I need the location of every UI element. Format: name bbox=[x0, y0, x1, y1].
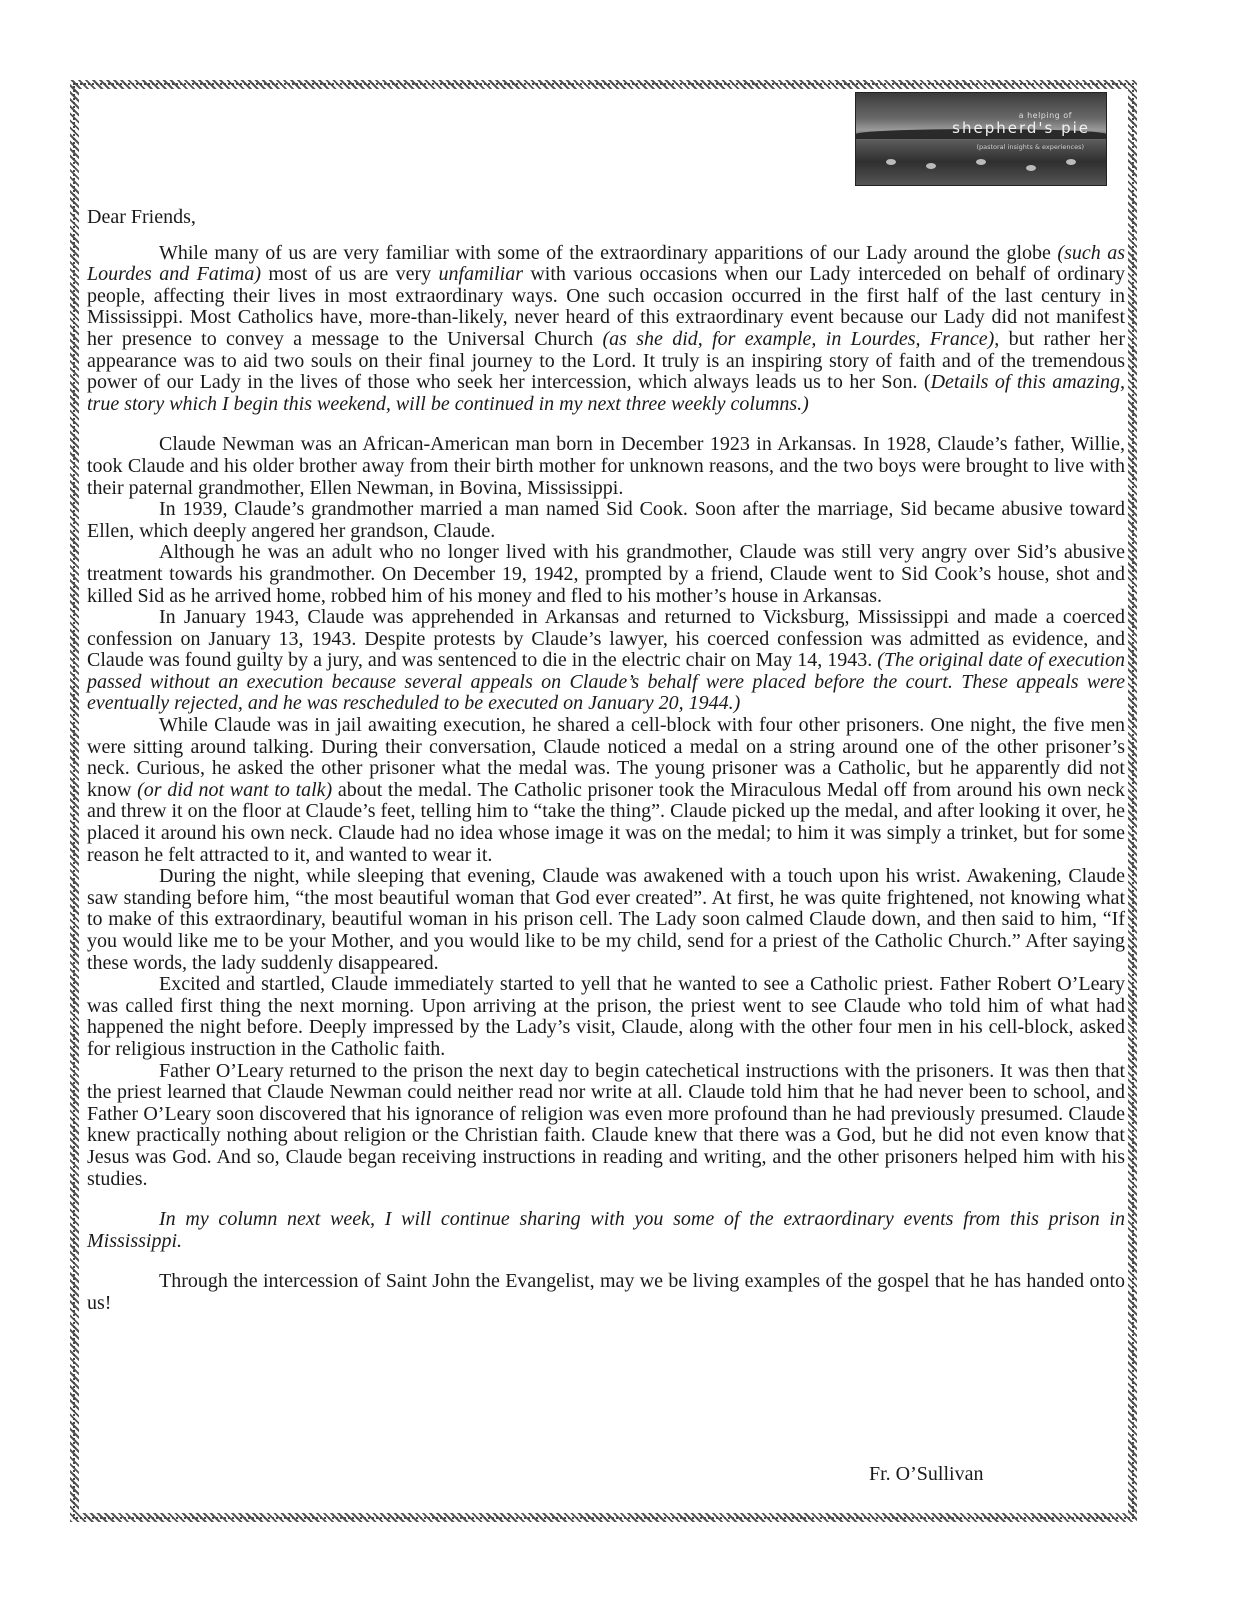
logo-subtitle: (pastoral insights & experiences) bbox=[976, 143, 1084, 151]
paragraph-closing: Through the intercession of Saint John the Evangelist, may we be living examples of the gospel that he has handed onto us! bbox=[87, 1270, 1125, 1314]
text-run: about the medal. The Catholic prisoner took the Miraculous Medal off from around his own neck and threw it on the floor at Claude’s feet, telling him to “take the thing”. Claude picked up the medal, and after looking it over, he placed it around his own neck. Claude had no idea whose image it was on the medal; to him it was simply a trinket, but for some reason he felt attracted to it, and wanted to wear it. bbox=[87, 778, 1125, 866]
text-run-italic: (or did not want to talk) bbox=[137, 778, 333, 801]
shepherds-pie-logo bbox=[855, 92, 1107, 186]
paragraph-trial bbox=[87, 607, 1125, 715]
text-run: While Claude was in jail awaiting execution, he shared a cell-block with four other prisoners. One night, the five men were sitting around talking. During their conversation, Claude noticed a medal on a string around one of the other prisoner’s neck. Curious, he asked the other prisoner what the medal was. The young prisoner was a Catholic, but he apparently did not know bbox=[87, 714, 1125, 801]
text-run: most of us are very bbox=[261, 263, 439, 286]
paragraph-crime: Although he was an adult who no longer lived with his grandmother, Claude was still very angry over Sid’s abusive treatment towards his grandmother. On December 19, 1942, prompted by a friend, Claude went to Sid Cook’s house, shot and killed Sid as he arrived home, robbed him of his money and fled to his mother’s house in Arkansas. bbox=[87, 541, 1125, 607]
paragraph-apparition: During the night, while sleeping that evening, Claude was awakened with a touch upon his wrist. Awakening, Claude saw standing before him, “the most beautiful woman that God ever created”. At first, he was quite frightened, not knowing what to make of this extraordinary, beautiful woman in his prison cell. The Lady soon calmed Claude down, and then said to him, “If you would like me to be your Mother, and you would like to be my child, send for a priest of the Catholic Church.” After saying these words, the lady suddenly disappeared. bbox=[87, 865, 1125, 974]
signature: Fr. O’Sullivan bbox=[869, 1463, 984, 1485]
text-run-italic: Details of this amazing, true story which I begin this weekend, will be continued in my next three weekly columns.) bbox=[87, 371, 1126, 415]
text-run-italic: (such as Lourdes and Fatima) bbox=[87, 241, 1125, 286]
logo-name: shepherd's pie bbox=[952, 119, 1090, 137]
paragraph-medal bbox=[87, 715, 1125, 866]
paragraph-instruction: Father O’Leary returned to the prison the next day to begin catechetical instructions with the prisoners. It was then that the priest learned that Claude Newman could neither read nor write at all. Claude told him that he had never been to school, and Father O’Leary soon discovered that his ignorance of religion was even more profound than he had previously presumed. Claude knew practically nothing about religion or the Christian faith. Claude knew that there was a God, but he did not even know that Jesus was God. And so, Claude began receiving instructions in reading and writing, and the other prisoners helped him with his studies. bbox=[87, 1059, 1125, 1190]
text-run-italic: unfamiliar bbox=[438, 263, 523, 286]
text-run-italic: In my column next week, I will continue sharing with you some of the extraordinary events from this prison in Mississippi. bbox=[87, 1208, 1125, 1252]
text-run-italic: (The original date of execution passed without an execution because several appeals on Claude’s behalf were placed before the court. These appeals were eventually rejected, and he was rescheduled to be executed on January 20, 1944.) bbox=[87, 649, 1125, 715]
letter-body bbox=[87, 207, 1125, 1315]
text-run-italic: (as she did, for example, in Lourdes, France) bbox=[602, 327, 995, 350]
paragraph-next-week bbox=[87, 1209, 1125, 1252]
sheep-icon bbox=[886, 159, 896, 165]
letter-page bbox=[70, 80, 1137, 1522]
paragraph-claude-birth: Claude Newman was an African-American man born in December 1923 in Arkansas. In 1928, Claude’s father, Willie, took Claude and his older brother away from their birth mother for unknown reasons, and the two boys were brought to live with their paternal grandmother, Ellen Newman, in Bovina, Mississippi. bbox=[87, 433, 1125, 499]
paragraph-priest-called: Excited and startled, Claude immediately started to yell that he wanted to see a Catholic priest. Father Robert O’Leary was called first thing the next morning. Upon arriving at the prison, the priest went to see Claude who told him of what had happened the night before. Deeply impressed by the Lady’s visit, Claude, along with the other four men in his cell-block, asked for religious instruction in the Catholic faith. bbox=[87, 973, 1125, 1060]
text-run: with various occasions when our Lady interceded on behalf of ordinary people, affecting their lives in most extraordinary ways. One such occasion occurred in the first half of the last century in Mississippi. Most Catholics have, more-than-likely, never heard of this extraordinary event because our Lady did not manifest her presence to convey a message to the Universal Church bbox=[87, 263, 1125, 350]
text-run: While many of us are very familiar with some of the extraordinary apparitions of our Lady around the globe bbox=[159, 241, 1058, 264]
greeting: Dear Friends, bbox=[87, 206, 196, 228]
sheep-icon bbox=[1066, 159, 1076, 165]
sheep-icon bbox=[1026, 165, 1036, 171]
paragraph-grandmother-marriage: In 1939, Claude’s grandmother married a man named Sid Cook. Soon after the marriage, Sid became abusive toward Ellen, which deeply angered her grandson, Claude. bbox=[87, 498, 1125, 542]
sheep-icon bbox=[926, 163, 936, 169]
sheep-icon bbox=[976, 159, 986, 165]
text-run: , but rather her appearance was to aid two souls on their final journey to the Lord. It truly is an inspiring story of faith and of the tremendous power of our Lady in the lives of those who seek her intercession, which always leads us to her Son. ( bbox=[87, 327, 1125, 394]
logo-tagline: a helping of bbox=[1018, 111, 1072, 120]
paragraph-intro bbox=[87, 243, 1125, 416]
text-run: In January 1943, Claude was apprehended in Arkansas and returned to Vicksburg, Mississippi and made a coerced confession on January 13, 1943. Despite protests by Claude’s lawyer, his coerced confession was admitted as evidence, and Claude was found guilty by a jury, and was sentenced to die in the electric chair on May 14, 1943. bbox=[87, 606, 1125, 672]
